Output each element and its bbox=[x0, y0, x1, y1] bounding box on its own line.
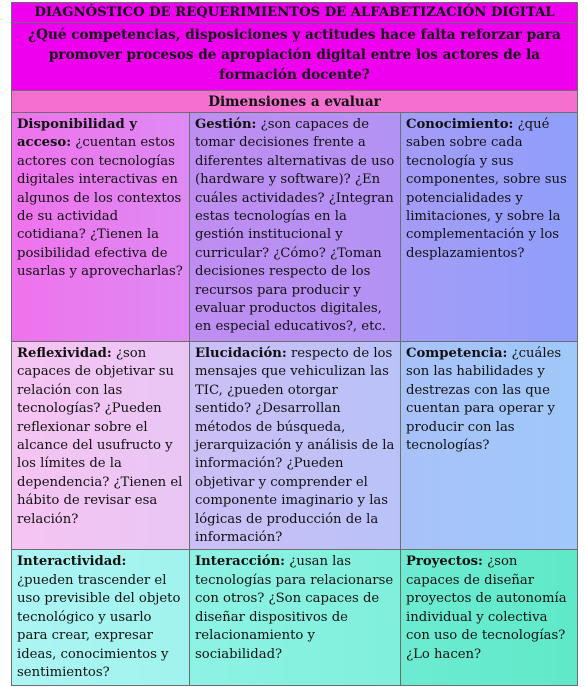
cell-term: Competencia: bbox=[406, 346, 508, 361]
cell-conocimiento bbox=[401, 113, 578, 342]
cell-disponibilidad bbox=[12, 113, 190, 342]
cell-gestion bbox=[190, 113, 401, 342]
cell-term: Interactividad: bbox=[17, 554, 127, 570]
cell-text: respecto de los mensajes que vehiculizan las TIC, ¿pueden otorgar sentido? ¿Desarrollan métodos de búsqueda, jerarquización y análisis de la información? ¿Pueden objetivar y comprender el componente imaginario y las lógicas de producción de la información? bbox=[195, 346, 395, 546]
cell-term: Elucidación: bbox=[195, 346, 287, 361]
cell-reflexividad bbox=[12, 342, 190, 550]
cell-term: Conocimiento: bbox=[406, 117, 514, 132]
cell-elucidacion bbox=[190, 342, 401, 550]
cell-text: ¿cuentan estos actores con tecnologías digitales interactivas en algunos de los contextos de su actividad cotidiana? ¿Tienen la posibilidad efectiva de usarlas y aprovecharlas? bbox=[17, 135, 183, 280]
cell-term: Proyectos: bbox=[406, 554, 483, 570]
guiding-question: ¿Qué competencias, disposiciones y actitudes hace falta reforzar para promover procesos de apropiación digital entre los actores de la formación docente? bbox=[12, 23, 578, 91]
table-title: DIAGNÓSTICO DE REQUERIMIENTOS DE ALFABETIZACIÓN DIGITAL bbox=[12, 3, 578, 23]
cell-text: ¿son capaces de tomar decisiones frente a diferentes alternativas de uso (hardware y software)? ¿En cuáles actividades? ¿Integran estas tecnologías en la gestión institucional y curricular? ¿Cómo? ¿Toman decisiones respecto de los recursos para producir y evaluar productos digitales, en especial educativos?, etc. bbox=[195, 117, 395, 335]
cell-term: Reflexividad: bbox=[17, 346, 112, 361]
cell-term: Disponibilidad y acceso: bbox=[17, 117, 137, 151]
cell-competencia bbox=[401, 342, 578, 550]
cell-term: Gestión: bbox=[195, 117, 257, 132]
cell-text: ¿son capaces de diseñar proyectos de autonomía individual y colectiva con uso de tecnologías? ¿Lo hacen? bbox=[406, 554, 567, 662]
diagnostic-table-container bbox=[11, 2, 577, 686]
cell-text: ¿usan las tecnologías para relacionarse con otros? ¿Son capaces de diseñar dispositivos de relacionamiento y sociabilidad? bbox=[195, 554, 394, 662]
cell-interactividad bbox=[12, 550, 190, 686]
cell-text: ¿cuáles son las habilidades y destrezas con las que cuentan para operar y producir con las tecnologías? bbox=[406, 346, 562, 454]
cell-text: ¿son capaces de objetivar su relación con las tecnologías? ¿Pueden reflexionar sobre el alcance del usufructo y los límites de la dependencia? ¿Tienen el hábito de revisar esa relación? bbox=[17, 346, 183, 527]
diagnostic-table bbox=[11, 2, 578, 686]
cell-text: ¿pueden trascender el uso previsible del objeto tecnológico y usarlo para crear, expresar ideas, conocimientos y sentimientos? bbox=[17, 572, 181, 680]
cell-text: ¿qué saben sobre cada tecnología y sus componentes, sobre sus potencialidades y limitaciones, y sobre la complementación y los desplazamientos? bbox=[406, 117, 567, 261]
dimensions-header: Dimensiones a evaluar bbox=[12, 91, 578, 113]
cell-proyectos bbox=[401, 550, 578, 686]
cell-term: Interacción: bbox=[195, 554, 286, 570]
cell-interaccion bbox=[190, 550, 401, 686]
